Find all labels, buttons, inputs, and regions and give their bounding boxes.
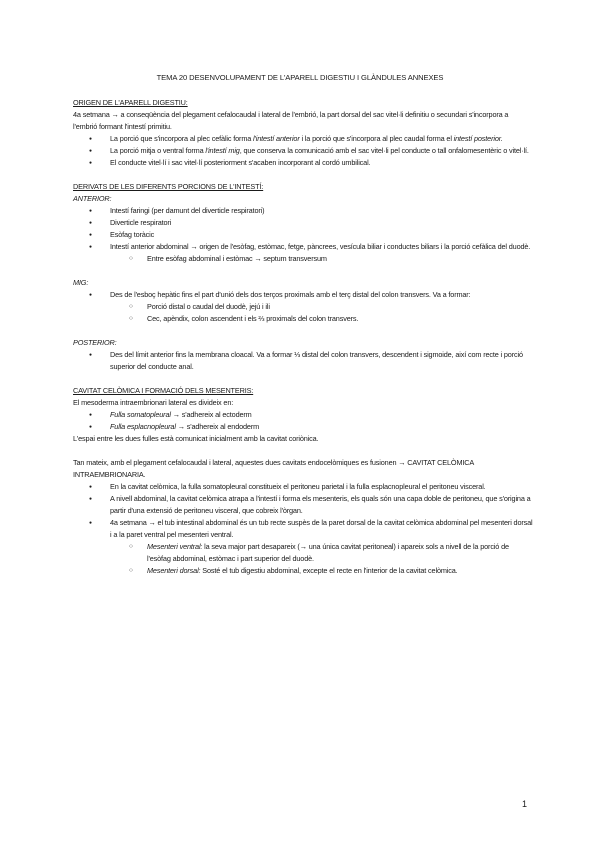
section-heading-origen: ORIGEN DE L'APARELL DIGESTIU:: [73, 98, 188, 107]
page-number: 1: [521, 799, 527, 809]
list-item: ● Intestí faringi (per damunt del diverticle respiratori): [73, 205, 533, 217]
emphasis: Fulla esplacnopleural: [110, 422, 176, 431]
paragraph: El mesoderma intraembrionari lateral es divideix en:: [73, 398, 234, 407]
list-item: ● Esòfag toràcic: [73, 229, 533, 241]
list-item: ● Diverticle respiratori: [73, 217, 533, 229]
bullet-list: [73, 289, 533, 301]
sub-list-item: ○ Cec, apèndix, colon ascendent i els ⅔ proximals del colon transvers.: [73, 313, 533, 325]
emphasis: intestí posterior.: [453, 134, 503, 143]
text: La porció que s'incorpora al plec cefàlic forma: [110, 134, 254, 143]
section-heading-cavitat: CAVITAT CELÒMICA I FORMACIÓ DELS MESENTERIS:: [73, 386, 254, 395]
section-heading-derivats: DERIVATS DE LES DIFERENTS PORCIONS DE L'INTESTÍ:: [73, 182, 264, 191]
text: , que conserva la comunicació amb el sac vitel·li pel conducte o tall onfalomesentèric o vitel·lí.: [239, 146, 529, 155]
text: → s'adhereix al ectoderm: [170, 410, 252, 419]
sub-list-item: ○ Porció distal o caudal del duodè, jejú i ili: [73, 301, 533, 313]
document-body: [73, 97, 533, 577]
bullet-list: [73, 409, 533, 433]
paragraph: L'espai entre les dues fulles està comunicat inicialment amb la cavitat coriònica.: [73, 434, 319, 443]
emphasis: l'intestí anterior: [253, 134, 300, 143]
subheading-anterior: ANTERIOR:: [73, 194, 112, 203]
text: i la porció que s'incorpora al plec caudal forma el: [299, 134, 454, 143]
subheading-posterior: POSTERIOR:: [73, 338, 117, 347]
list-item: ● A nivell abdominal, la cavitat celòmica atrapa a l'intestí i forma els mesenteris, els quals són una capa doble de peritoneu, que s'origina a partir d'una extensió de peritoneu visceral, que cobreix l'òrgan.: [73, 493, 533, 517]
text: Sosté el tub digestiu abdominal, excepte el recte en l'interior de la cavitat celòmica.: [200, 566, 458, 575]
bullet-list: [73, 481, 533, 541]
list-item: ● El conducte vitel·lí i sac vitel·lí posteriorment s'acaben incorporant al cordó umbilical.: [73, 157, 533, 169]
emphasis: Mesenteri ventral:: [147, 542, 203, 551]
list-item: [73, 145, 533, 157]
list-item: ● Des de l'esboç hepàtic fins el part d'unió dels dos terços proximals amb el terç distal del colon transvers. Va a formar:: [73, 289, 533, 301]
sub-bullet-list: [73, 253, 533, 265]
emphasis: l'intestí mig: [205, 146, 240, 155]
list-item: ● En la cavitat celòmica, la fulla somatopleural constitueix el peritoneu parietal i la fulla esplacnopleural el peritoneu visceral.: [73, 481, 533, 493]
list-item: [73, 409, 533, 421]
list-item: [73, 133, 533, 145]
sub-list-item: ○ Entre esòfag abdominal i estòmac → septum transversum: [73, 253, 533, 265]
sub-bullet-list: [73, 301, 533, 325]
sub-list-item: [73, 565, 533, 577]
text: La porció mitja o ventral forma: [110, 146, 206, 155]
list-item: [73, 421, 533, 433]
bullet-list: [73, 205, 533, 253]
bullet-list: [73, 133, 533, 169]
sub-bullet-list: [73, 541, 533, 577]
list-item: ● 4a setmana → el tub intestinal abdominal és un tub recte suspès de la paret dorsal de la cavitat celòmica abdominal pel mesenteri dorsal i a la paret ventral pel mesenteri ventral.: [73, 517, 533, 541]
list-item: ● Intestí anterior abdominal → origen de l'esòfag, estòmac, fetge, pàncrees, vesícula biliar i conductes biliars i la porció cefàlica del duodè.: [73, 241, 533, 253]
text: → s'adhereix al endoderm: [175, 422, 260, 431]
text: la seva major part desapareix (→ una única cavitat peritoneal) i apareix sols a nivell de la porció de l'esòfag abdominal, estòmac i part superior del duodè.: [147, 542, 509, 563]
emphasis: Mesenteri dorsal:: [147, 566, 201, 575]
document-title: TEMA 20 DESENVOLUPAMENT DE L'APARELL DIGESTIU I GLÀNDULES ANNEXES: [156, 73, 444, 82]
bullet-list: [73, 349, 533, 373]
sub-list-item: [73, 541, 533, 565]
paragraph: 4a setmana → a conseqüència del plegament cefalocaudal i lateral de l'embrió, la part dorsal del sac vitel·li definitiu o secundari s'incorpora a l'embrió formant l'intestí primitiu.: [73, 110, 509, 131]
paragraph: Tan mateix, amb el plegament cefalocaudal i lateral, aquestes dues cavitats endocelòmiques es fusionen → CAVITAT CELÒMICA INTRAEMBRIONARIA.: [73, 458, 474, 479]
subheading-mig: MIG:: [73, 278, 89, 287]
emphasis: Fulla somatopleural: [110, 410, 171, 419]
list-item: ● Des del límit anterior fins la membrana cloacal. Va a formar ⅓ distal del colon transvers, descendent i sigmoide, així com recte i porció superior del conducte anal.: [73, 349, 533, 373]
